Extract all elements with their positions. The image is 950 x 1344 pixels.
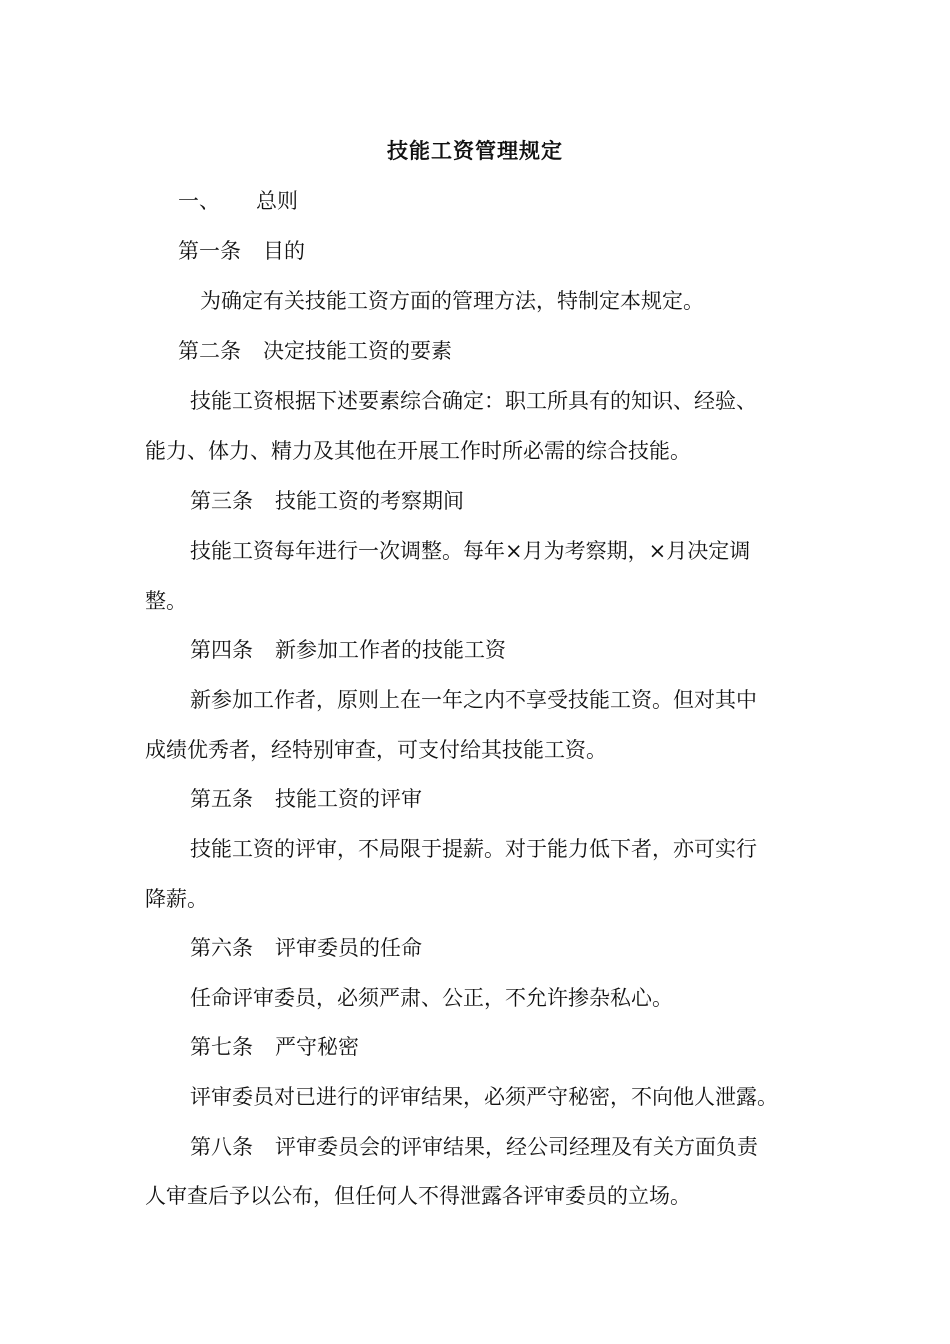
article-body-line: 技能工资的评审，不局限于提薪。对于能力低下者，亦可实行 — [190, 837, 757, 861]
article-body-line: 能力、体力、精力及其他在开展工作时所必需的综合技能。 — [145, 439, 691, 463]
article-body-line: 技能工资每年进行一次调整。每年×月为考察期，×月决定调 — [190, 539, 751, 563]
article-heading-7 — [190, 1031, 359, 1063]
article-heading-3 — [190, 485, 464, 517]
article-title: 严守秘密 — [275, 1035, 359, 1059]
article-body-line: 成绩优秀者，经特别审查，可支付给其技能工资。 — [145, 738, 607, 762]
section-title: 总则 — [256, 189, 298, 213]
article-heading-2 — [178, 335, 452, 367]
article-heading-1 — [178, 235, 305, 267]
article-number: 第三条 — [190, 489, 253, 513]
article-heading-4 — [190, 634, 506, 666]
article-title: 新参加工作者的技能工资 — [275, 638, 506, 662]
article-number: 第二条 — [178, 339, 241, 363]
article-number: 第五条 — [190, 787, 253, 811]
section-number: 一、 — [178, 189, 220, 213]
article-title: 目的 — [263, 239, 305, 263]
article-body-line: 为确定有关技能工资方面的管理方法，特制定本规定。 — [200, 289, 704, 313]
article-body-line: 技能工资根据下述要素综合确定：职工所具有的知识、经验、 — [190, 389, 757, 413]
article-heading-5 — [190, 783, 422, 815]
document-title: 技能工资管理规定 — [387, 138, 563, 163]
article-body-line: 整。 — [145, 589, 187, 613]
article-body-line: 人审查后予以公布，但任何人不得泄露各评审委员的立场。 — [145, 1184, 691, 1208]
article-number: 第四条 — [190, 638, 253, 662]
article-number: 第一条 — [178, 239, 241, 263]
article-title: 评审委员会的评审结果，经公司经理及有关方面负责 — [275, 1135, 758, 1159]
article-title: 技能工资的考察期间 — [275, 489, 464, 513]
article-body-line: 任命评审委员，必须严肃、公正，不允许掺杂私心。 — [190, 986, 673, 1010]
article-heading-8 — [190, 1131, 758, 1163]
article-body-line: 新参加工作者，原则上在一年之内不享受技能工资。但对其中 — [190, 688, 757, 712]
article-number: 第六条 — [190, 936, 253, 960]
article-body-line: 评审委员对已进行的评审结果，必须严守秘密，不向他人泄露。 — [190, 1085, 778, 1109]
article-number: 第七条 — [190, 1035, 253, 1059]
article-title: 技能工资的评审 — [275, 787, 422, 811]
article-title: 决定技能工资的要素 — [263, 339, 452, 363]
article-title: 评审委员的任命 — [275, 936, 422, 960]
article-heading-6 — [190, 932, 422, 964]
article-body-line: 降薪。 — [145, 887, 208, 911]
section-heading — [178, 185, 298, 217]
article-number: 第八条 — [190, 1135, 253, 1159]
